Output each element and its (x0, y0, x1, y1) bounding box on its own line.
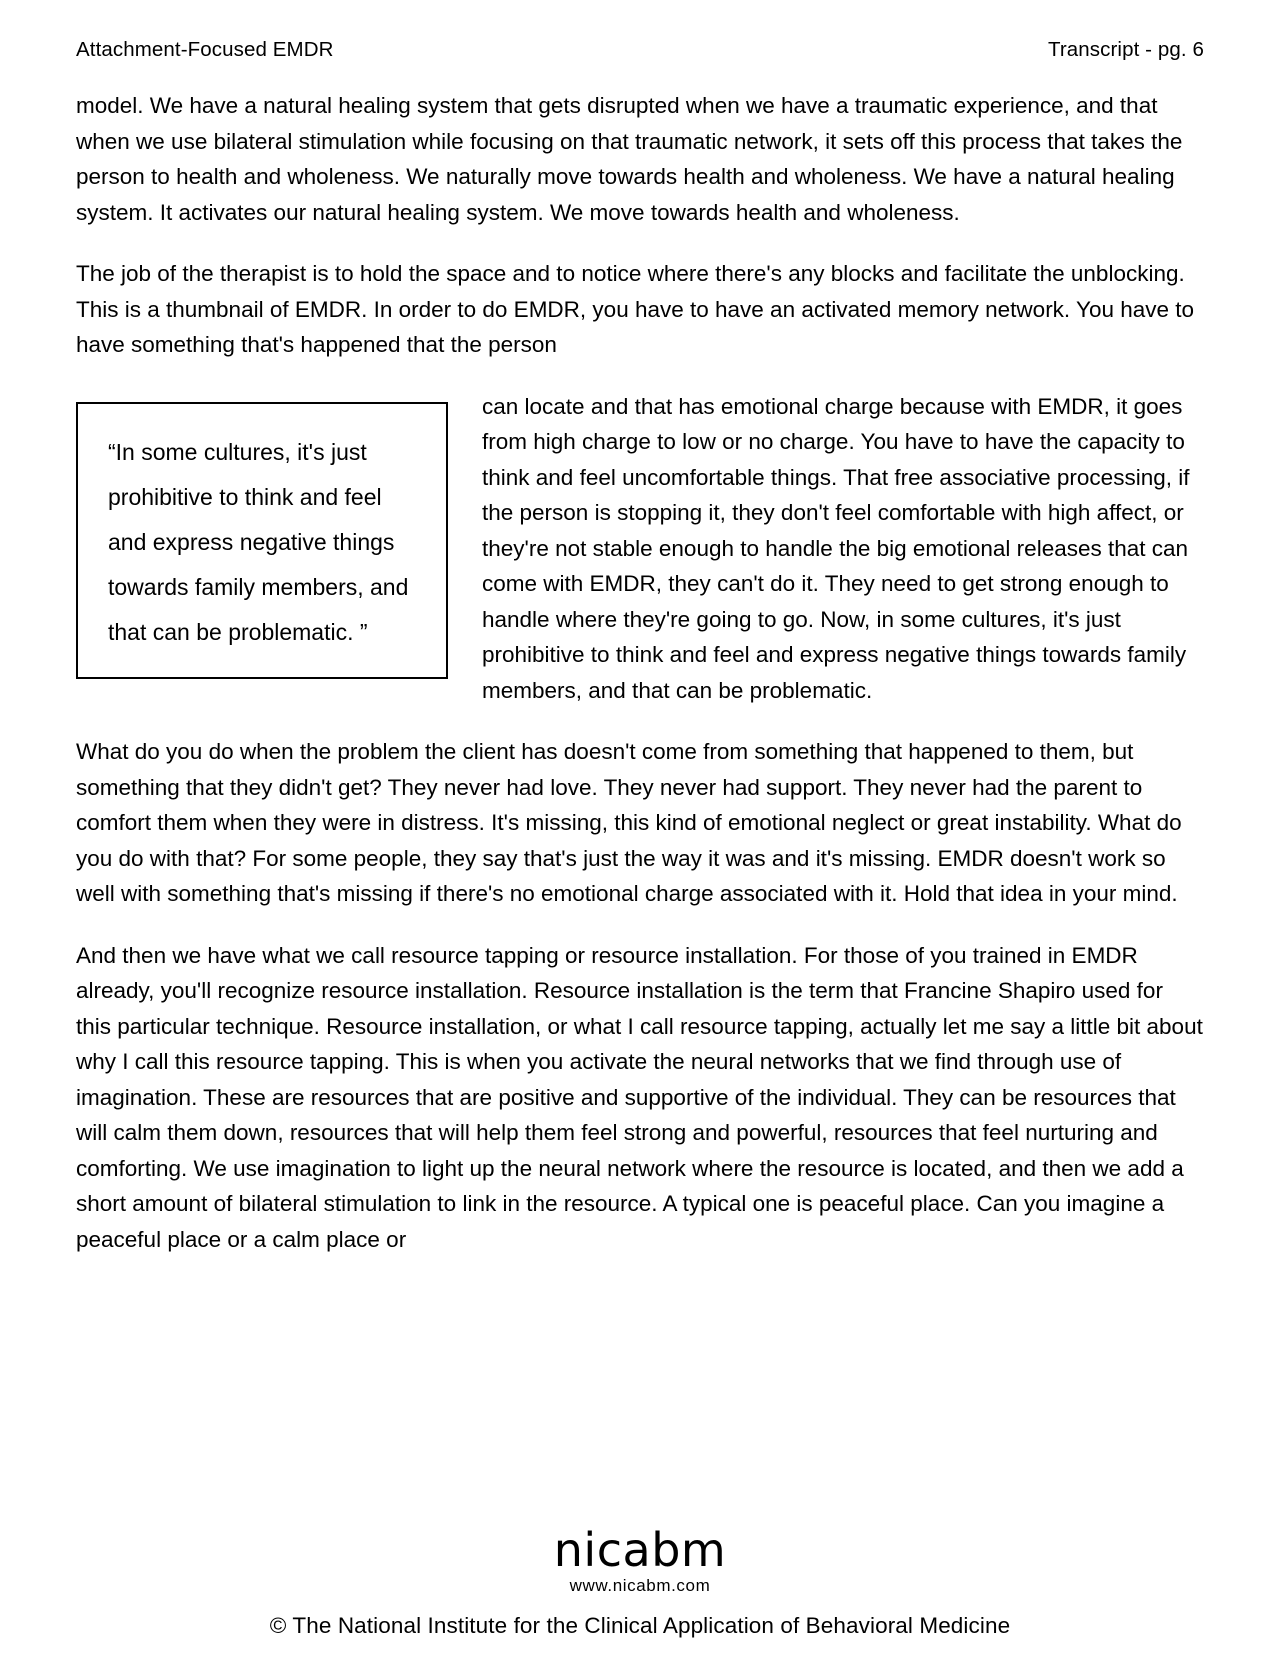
paragraph-2-lead: The job of the therapist is to hold the space and to notice where there's any blocks and facilitate the unblocking. This is a thumbnail of EMDR. In order to do EMDR, you have to have an activated memory network. You have to have something that's happened that the person (76, 261, 1195, 357)
quote-flow-section (76, 389, 1204, 735)
document-body (76, 88, 1204, 1257)
nicabm-logo: nicabm (553, 1523, 727, 1577)
pull-quote-box (76, 402, 448, 679)
paragraph-1: model. We have a natural healing system that gets disrupted when we have a traumatic experience, and that when we use bilateral stimulation while focusing on that traumatic network, it sets off this process that takes the person to health and wholeness. We naturally move towards health and wholeness. We have a natural healing system. It activates our natural healing system. We move towards health and wholeness. (76, 93, 1183, 225)
footer-website-url: www.nicabm.com (569, 1576, 711, 1595)
page-footer (0, 1525, 1280, 1639)
paragraph-2-wrap: can locate and that has emotional charge because with EMDR, it goes from high charge to low or no charge. You have to have the capacity to think and feel uncomfortable things. That free associative processing, if the person is stopping it, they don't feel comfortable with high affect, or they're not stable enough to handle the big emotional releases that can come with EMDR, they can't do it. They need to get strong enough to handle where they're going to go. Now, in some cultures, it's just prohibitive to think and feel and express negative things towards family members, and that can be problematic. (482, 393, 1190, 703)
paragraph-4: And then we have what we call resource tapping or resource installation. For those of you trained in EMDR already, you'll recognize resource installation. Resource installation is the term that Francine Shapiro used for this particular technique. Resource installation, or what I call resource tapping, actually let me say a little bit about why I call this resource tapping. This is when you activate the neural networks that we find through use of imagination. These are resources that are positive and supportive of the individual. They can be resources that will calm them down, resources that will help them feel strong and powerful, resources that feel nurturing and comforting. We use imagination to light up the neural network where the resource is located, and then we add a short amount of bilateral stimulation to link in the resource. A typical one is peaceful place. Can you imagine a peaceful place or a calm place or (76, 942, 1203, 1252)
header-course-title: Attachment-Focused EMDR (76, 38, 334, 61)
paragraph-3: What do you do when the problem the client has doesn't come from something that happened to them, but something that they didn't get? They never had love. They never had support. They never had the parent to comfort them when they were in distress. It's missing, this kind of emotional neglect or great instability. What do you do with that? For some people, they say that's just the way it was and it's missing. EMDR doesn't work so well with something that's missing if there's no emotional charge associated with it. Hold that idea in your mind. (76, 739, 1182, 906)
page-header (76, 38, 1204, 62)
footer-copyright: © The National Institute for the Clinical Application of Behavioral Medicine (269, 1613, 1011, 1638)
pull-quote-text: “In some cultures, it's just prohibitive to think and feel and express negative things towards family members, and that can be problematic. ” (108, 438, 409, 645)
header-page-label: Transcript - pg. 6 (1048, 38, 1204, 61)
